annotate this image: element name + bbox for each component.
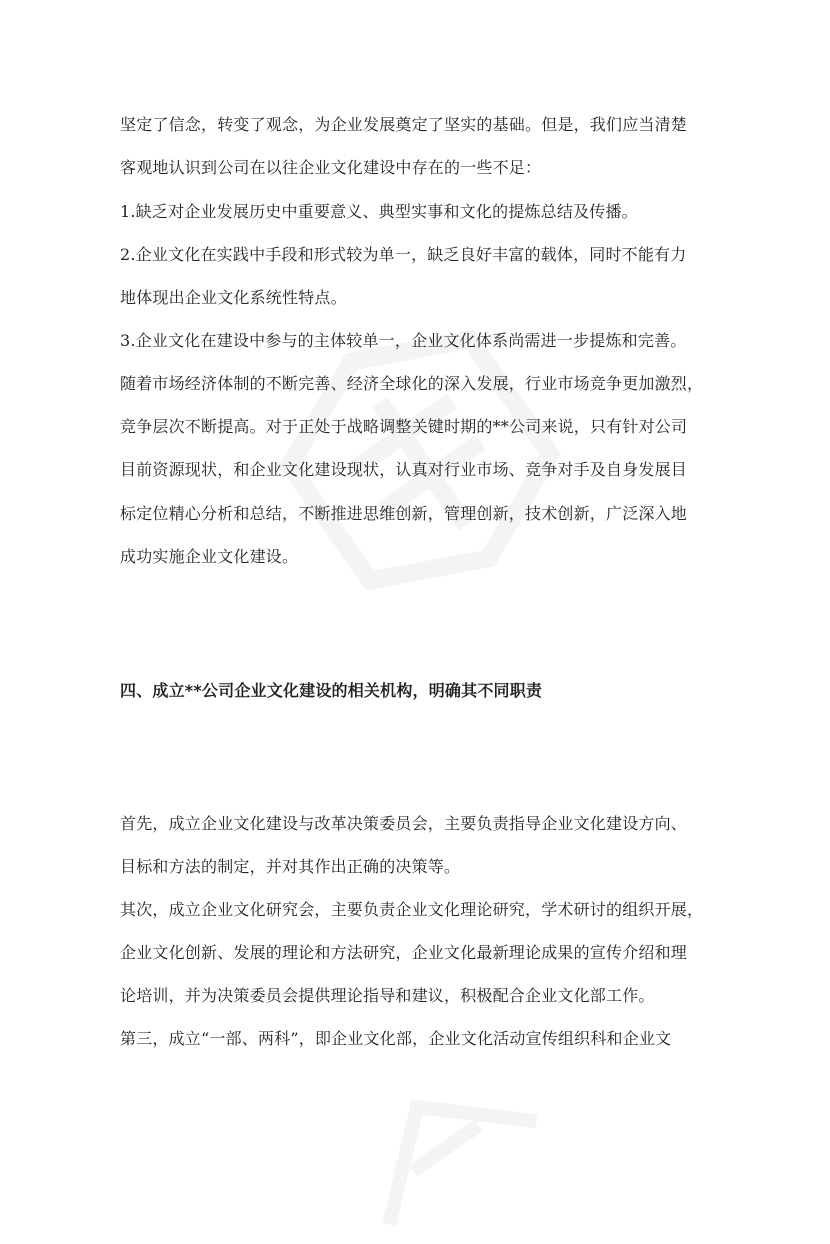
paragraph2-line-1: 首先，成立企业文化建设与改革决策委员会，主要负责指导企业文化建设方向、 bbox=[120, 814, 688, 833]
list-item-2: 2.企业文化在实践中手段和形式较为单一，缺乏良好丰富的载体，同时不能有力 bbox=[120, 245, 687, 264]
paragraph-line-5: 目前资源现状，和企业文化建设现状，认真对行业市场、竞争对手及自身发展目 bbox=[120, 460, 688, 479]
paragraph-line-6: 标定位精心分析和总结，不断推进思维创新，管理创新，技术创新，广泛深入地 bbox=[120, 504, 688, 523]
watermark-logo-bottom-icon bbox=[321, 1036, 559, 1244]
list-item-1: 1.缺乏对企业发展历史中重要意义、典型实事和文化的提炼总结及传播。 bbox=[120, 202, 638, 221]
paragraph2-line-3: 其次，成立企业文化研究会，主要负责企业文化理论研究，学术研讨的组织开展， bbox=[120, 900, 704, 919]
paragraph-line-3: 随着市场经济体制的不断完善、经济全球化的深入发展，行业市场竞争更加激烈， bbox=[120, 374, 704, 393]
paragraph-line-1: 坚定了信念，转变了观念，为企业发展奠定了坚实的基础。但是，我们应当清楚 bbox=[120, 115, 688, 134]
paragraph-line-7: 成功实施企业文化建设。 bbox=[120, 547, 299, 566]
list-item-2-continued: 地体现出企业文化系统性特点。 bbox=[120, 288, 347, 307]
paragraph-line-2: 客观地认识到公司在以往企业文化建设中存在的一些不足： bbox=[120, 158, 542, 177]
section-heading: 四、成立**公司企业文化建设的相关机构，明确其不同职责 bbox=[120, 681, 543, 700]
list-item-3: 3.企业文化在建设中参与的主体较单一，企业文化体系尚需进一步提炼和完善。 bbox=[120, 331, 687, 350]
paragraph2-line-4: 企业文化创新、发展的理论和方法研究，企业文化最新理论成果的宣传介绍和理 bbox=[120, 943, 688, 962]
paragraph-line-4: 竞争层次不断提高。对于正处于战略调整关键时期的**公司来说，只有针对公司 bbox=[120, 417, 688, 436]
paragraph2-line-5: 论培训，并为决策委员会提供理论指导和建议，积极配合企业文化部工作。 bbox=[120, 986, 655, 1005]
paragraph2-line-6: 第三，成立“一部、两科”，即企业文化部，企业文化活动宣传组织科和企业文 bbox=[120, 1029, 672, 1048]
paragraph2-line-2: 目标和方法的制定，并对其作出正确的决策等。 bbox=[120, 857, 461, 876]
